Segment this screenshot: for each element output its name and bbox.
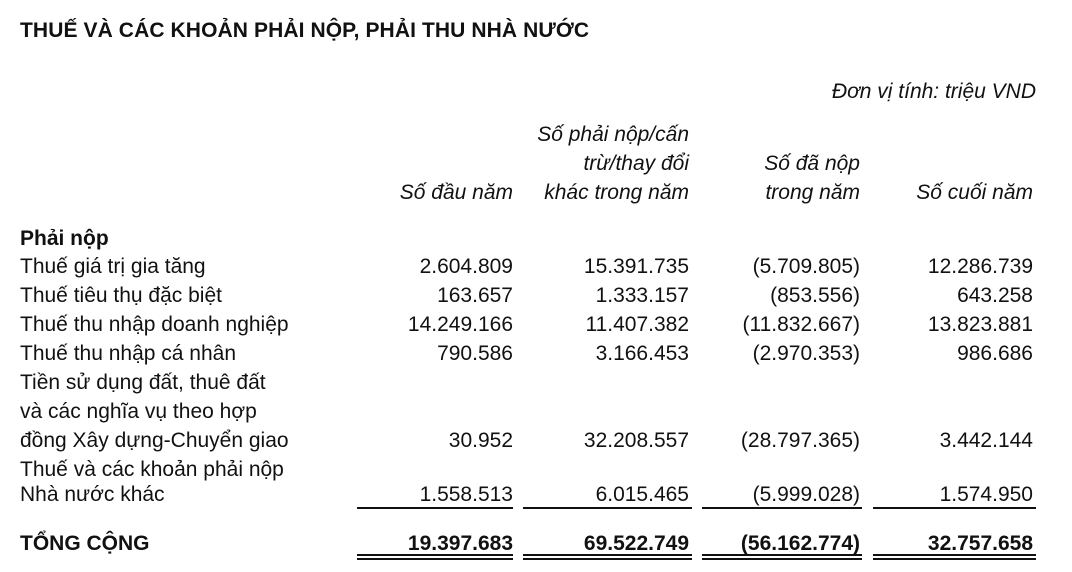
table-row (0, 480, 1072, 509)
paid-value: (853.556) (770, 284, 860, 307)
column-header-payable-in-year: Số phải nộp/cấn trừ/thay đổi khác trong năm (537, 123, 689, 204)
column-header-opening-balance: Số đầu năm (399, 181, 513, 204)
total-closing-balance: 32.757.658 (927, 532, 1033, 555)
total-payable: 69.522.749 (583, 532, 689, 555)
table-row (0, 310, 1072, 339)
payable-value: 3.166.453 (595, 342, 689, 365)
opening-balance-value: 1.558.513 (419, 483, 513, 506)
total-opening-balance: 19.397.683 (407, 532, 513, 555)
paid-value: (2.970.353) (752, 342, 860, 365)
table-row-label-line (0, 368, 1072, 397)
total-double-underline (702, 554, 862, 560)
row-label: Thuế thu nhập cá nhân (20, 342, 237, 365)
closing-balance-value: 13.823.881 (927, 313, 1033, 336)
row-label: Thuế tiêu thụ đặc biệt (20, 284, 222, 307)
closing-balance-value: 1.574.950 (939, 483, 1033, 506)
total-double-underline (357, 554, 513, 560)
column-header-closing-balance: Số cuối năm (916, 181, 1033, 204)
closing-balance-value: 3.442.144 (939, 429, 1033, 452)
subtotal-underline (873, 507, 1036, 509)
page-title: THUẾ VÀ CÁC KHOẢN PHẢI NỘP, PHẢI THU NHÀ NƯỚC (20, 19, 590, 42)
payable-value: 1.333.157 (595, 284, 689, 307)
row-label: Thuế và các khoản phải nộp (20, 458, 284, 481)
total-double-underline (873, 554, 1036, 560)
payable-value: 6.015.465 (595, 483, 689, 506)
table-row-label-line (0, 397, 1072, 426)
payable-value: 15.391.735 (583, 255, 689, 278)
opening-balance-value: 14.249.166 (407, 313, 513, 336)
table-row (0, 426, 1072, 455)
opening-balance-value: 30.952 (448, 429, 513, 452)
column-header-paid-in-year: Số đã nộp trong năm (764, 152, 860, 204)
subtotal-underline (523, 507, 692, 509)
opening-balance-value: 2.604.809 (419, 255, 513, 278)
row-label: đồng Xây dựng-Chuyển giao (20, 429, 289, 452)
table-row (0, 281, 1072, 310)
closing-balance-value: 986.686 (957, 342, 1033, 365)
opening-balance-value: 163.657 (437, 284, 513, 307)
table-row (0, 339, 1072, 368)
row-label: Tiền sử dụng đất, thuê đất (20, 371, 266, 394)
section-label: Phải nộp (20, 227, 109, 250)
opening-balance-value: 790.586 (437, 342, 513, 365)
total-double-underline (523, 554, 692, 560)
section-header (0, 224, 1072, 253)
total-paid: (56.162.774) (740, 532, 860, 555)
row-label: Nhà nước khác (20, 483, 165, 506)
paid-value: (28.797.365) (740, 429, 860, 452)
paid-value: (5.709.805) (752, 255, 860, 278)
subtotal-underline (357, 507, 513, 509)
total-label: TỔNG CỘNG (20, 532, 150, 555)
payable-value: 11.407.382 (585, 313, 689, 336)
row-label: Thuế giá trị gia tăng (20, 255, 206, 278)
payable-value: 32.208.557 (583, 429, 689, 452)
paid-value: (11.832.667) (742, 313, 860, 336)
unit-note: Đơn vị tính: triệu VND (831, 80, 1036, 103)
closing-balance-value: 643.258 (957, 284, 1033, 307)
row-label: Thuế thu nhập doanh nghiệp (20, 313, 289, 336)
row-label: và các nghĩa vụ theo hợp (20, 400, 257, 423)
table-row (0, 252, 1072, 281)
subtotal-underline (702, 507, 862, 509)
closing-balance-value: 12.286.739 (927, 255, 1033, 278)
paid-value: (5.999.028) (752, 483, 860, 506)
